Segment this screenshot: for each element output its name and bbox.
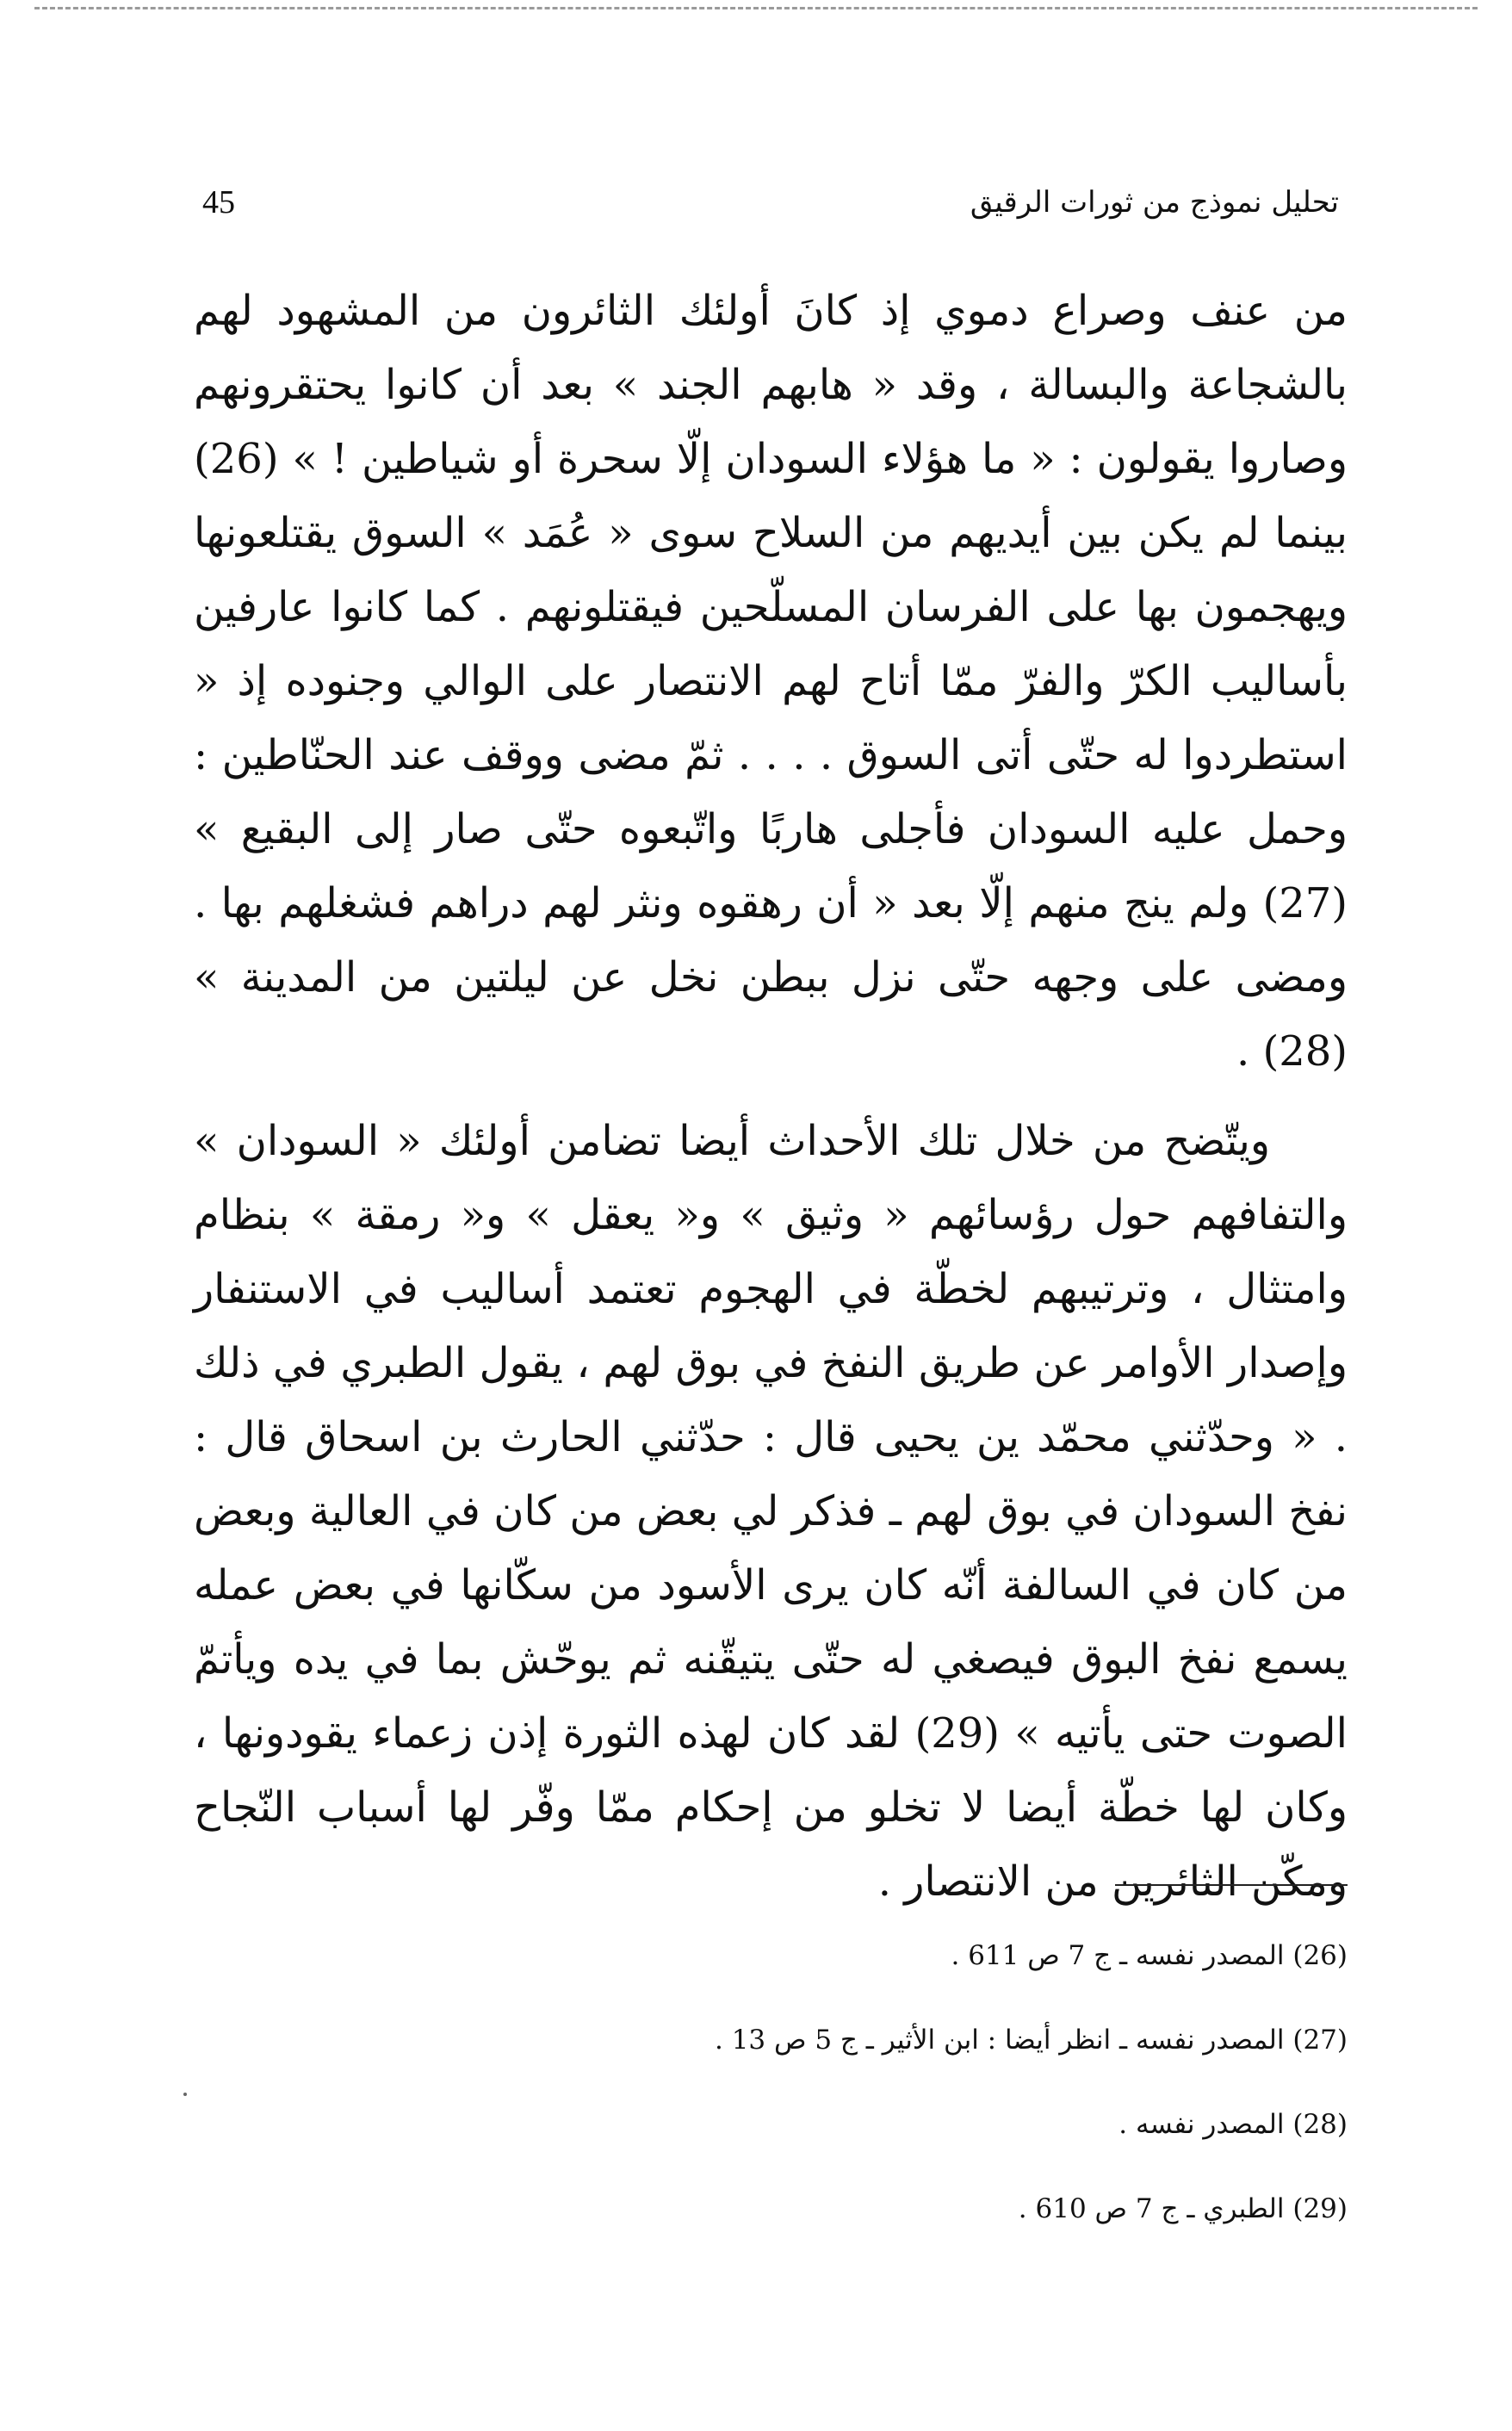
main-text (194, 274, 1348, 1919)
page-header (194, 177, 1339, 237)
paragraph-2: ويتّضح من خلال تلك الأحداث أيضا تضامن أولئك « السودان » والتفافهم حول رؤسائهم « وثيق » و« يعقل » و« رمقة » بنظام وامتثال ، وترتيبهم لخطّة في الهجوم تعتمد أساليب في الاستنفار وإصدار الأوامر عن طريق النفخ في بوق لهم ، يقول الطبري في ذلك . « وحدّثني محمّد ين يحيى قال : حدّثني الحارث بن اسحاق قال : نفخ السودان في بوق لهم ـ فذكر لي بعض من كان في العالية وبعض من كان في السالفة أنّه كان يرى الأسود من سكّانها في بعض عمله يسمع نفخ البوق فيصغي له حتّى يتيقّنه ثم يوحّش بما في يده ويأتمّ الصوت حتى يأتيه » (29) لقد كان لهذه الثورة إذن زعماء يقودونها ، وكان لها خطّة أيضا لا تخلو من إحكام ممّا وفّر لها أسباب النّجاح ومكّن الثائرين من الانتصار . (194, 1117, 1348, 1906)
footnote-27: (27) المصدر نفسه ـ انظر أيضا : ابن الأثير ـ ج 5 ص 13 . (714, 2025, 1348, 2056)
footnote-28: (28) المصدر نفسه . (1119, 2109, 1348, 2140)
running-title: تحليل نموذج من ثورات الرقيق (970, 185, 1339, 220)
footnotes (431, 1913, 1348, 2251)
footnote-separator (1115, 1884, 1348, 1886)
scan-top-edge (34, 7, 1478, 9)
scan-speck (183, 2093, 187, 2096)
footnote-26: (26) المصدر نفسه ـ ج 7 ص 611 . (951, 1940, 1348, 1971)
paragraph-1: من عنف وصراع دموي إذ كانَ أولئك الثائرون من المشهود لهم بالشجاعة والبسالة ، وقد « هابهم الجند » بعد أن كانوا يحتقرونهم وصاروا يقولون : « ما هؤلاء السودان إلّا سحرة أو شياطين ! » (26) بينما لم يكن بين أيديهم من السلاح سوى « عُمَد » السوق يقتلعونها ويهجمون بها على الفرسان المسلّحين فيقتلونهم . كما كانوا عارفين بأساليب الكرّ والفرّ ممّا أتاح لهم الانتصار على الوالي وجنوده إذ « استطردوا له حتّى أتى السوق . . . . ثمّ مضى ووقف عند الحنّاطين : وحمل عليه السودان فأجلى هاربًا واتّبعوه حتّى صار إلى البقيع » (27) ولم ينج منهم إلّا بعد « أن رهقوه ونثر لهم دراهم فشغلهم بها . ومضى على وجهه حتّى نزل ببطن نخل عن ليلتين من المدينة » (28) . (194, 287, 1348, 1076)
footnote-29: (29) الطبري ـ ج 7 ص 610 . (1018, 2193, 1348, 2224)
page-number: 45 (202, 184, 235, 220)
